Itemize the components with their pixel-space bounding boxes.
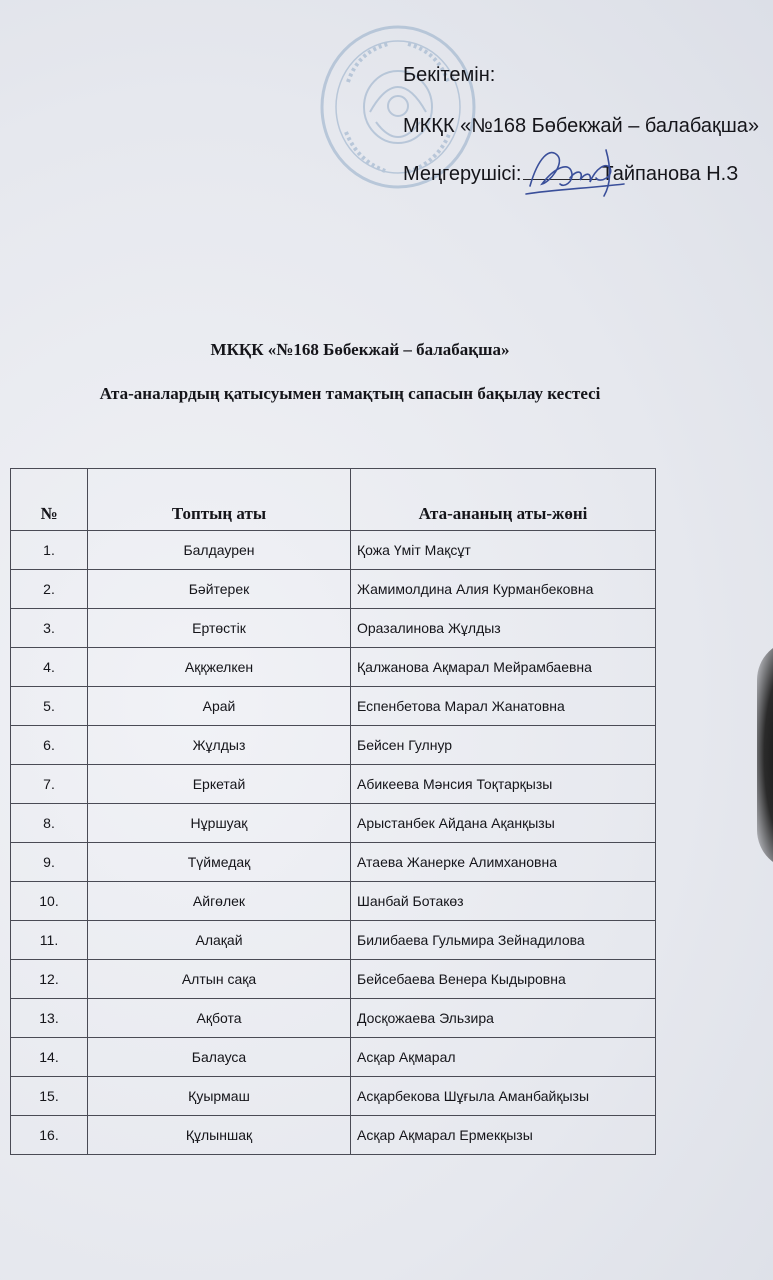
row-number: 3. — [11, 609, 88, 648]
table-row — [11, 570, 656, 609]
head-label: Меңгерушісі: — [403, 163, 522, 185]
row-parent: Атаева Жанерке Алимхановна — [351, 843, 656, 882]
row-parent: Бейсебаева Венера Кыдыровна — [351, 960, 656, 999]
row-parent: Асқар Ақмарал — [351, 1038, 656, 1077]
row-group: Ертөстік — [88, 609, 351, 648]
row-parent: Еспенбетова Марал Жанатовна — [351, 687, 656, 726]
edge-shadow — [757, 640, 773, 870]
row-number: 6. — [11, 726, 88, 765]
table-row — [11, 999, 656, 1038]
row-group: Еркетай — [88, 765, 351, 804]
row-parent: Қалжанова Ақмарал Мейрамбаевна — [351, 648, 656, 687]
row-parent: Асқар Ақмарал Ермекқызы — [351, 1116, 656, 1155]
table-row — [11, 531, 656, 570]
row-number: 9. — [11, 843, 88, 882]
row-group: Балауса — [88, 1038, 351, 1077]
header-group-name: Топтың аты — [88, 469, 351, 531]
parents-control-table — [10, 468, 656, 1155]
row-parent: Бейсен Гулнур — [351, 726, 656, 765]
row-parent: Жамимолдина Алия Курманбековна — [351, 570, 656, 609]
row-number: 10. — [11, 882, 88, 921]
table-header-row — [11, 469, 656, 531]
row-group: Бәйтерек — [88, 570, 351, 609]
row-group: Аққжелкен — [88, 648, 351, 687]
row-number: 12. — [11, 960, 88, 999]
row-group: Құлыншақ — [88, 1116, 351, 1155]
table-row — [11, 765, 656, 804]
row-number: 7. — [11, 765, 88, 804]
row-number: 8. — [11, 804, 88, 843]
table-row — [11, 960, 656, 999]
row-group: Нұршуақ — [88, 804, 351, 843]
row-group: Айгөлек — [88, 882, 351, 921]
row-number: 5. — [11, 687, 88, 726]
row-number: 16. — [11, 1116, 88, 1155]
organization-title: МКҚК «№168 Бөбекжай – балабақша» — [210, 340, 510, 359]
row-number: 13. — [11, 999, 88, 1038]
head-name: Тайпанова Н.З — [601, 163, 739, 185]
row-parent: Досқожаева Эльзира — [351, 999, 656, 1038]
table-row — [11, 648, 656, 687]
table-row — [11, 843, 656, 882]
signature-icon — [520, 138, 630, 208]
row-number: 11. — [11, 921, 88, 960]
row-group: Қуырмаш — [88, 1077, 351, 1116]
header-parent-name: Ата-ананың аты-жөні — [351, 469, 656, 531]
row-parent: Қожа Үміт Мақсұт — [351, 531, 656, 570]
row-number: 4. — [11, 648, 88, 687]
row-parent: Арыстанбек Айдана Ақанқызы — [351, 804, 656, 843]
row-group: Жұлдыз — [88, 726, 351, 765]
table-row — [11, 726, 656, 765]
table-row — [11, 921, 656, 960]
table-row — [11, 609, 656, 648]
table-row — [11, 882, 656, 921]
row-number: 15. — [11, 1077, 88, 1116]
table-body — [11, 531, 656, 1155]
row-group: Алтын сақа — [88, 960, 351, 999]
table-row — [11, 1038, 656, 1077]
row-parent: Асқарбекова Шұғыла Аманбайқызы — [351, 1077, 656, 1116]
approval-line-2: МКҚК «№168 Бөбекжай – балабақша» — [403, 115, 760, 137]
row-group: Алақай — [88, 921, 351, 960]
row-group: Түймедақ — [88, 843, 351, 882]
header-number: № — [11, 469, 88, 531]
row-parent: Билибаева Гульмира Зейнадилова — [351, 921, 656, 960]
row-number: 2. — [11, 570, 88, 609]
approval-line-1: Бекітемін: — [403, 64, 496, 86]
row-number: 1. — [11, 531, 88, 570]
table-row — [11, 1116, 656, 1155]
table-row — [11, 687, 656, 726]
row-parent: Оразалинова Жұлдыз — [351, 609, 656, 648]
row-number: 14. — [11, 1038, 88, 1077]
row-group: Ақбота — [88, 999, 351, 1038]
document-title: Ата-аналардың қатысуымен тамақтың сапасын бақылау кестесі — [99, 384, 601, 403]
table-row — [11, 1077, 656, 1116]
row-parent: Абикеева Мәнсия Тоқтарқызы — [351, 765, 656, 804]
row-group: Арай — [88, 687, 351, 726]
table-row — [11, 804, 656, 843]
row-group: Балдаурен — [88, 531, 351, 570]
row-parent: Шанбай Ботакөз — [351, 882, 656, 921]
